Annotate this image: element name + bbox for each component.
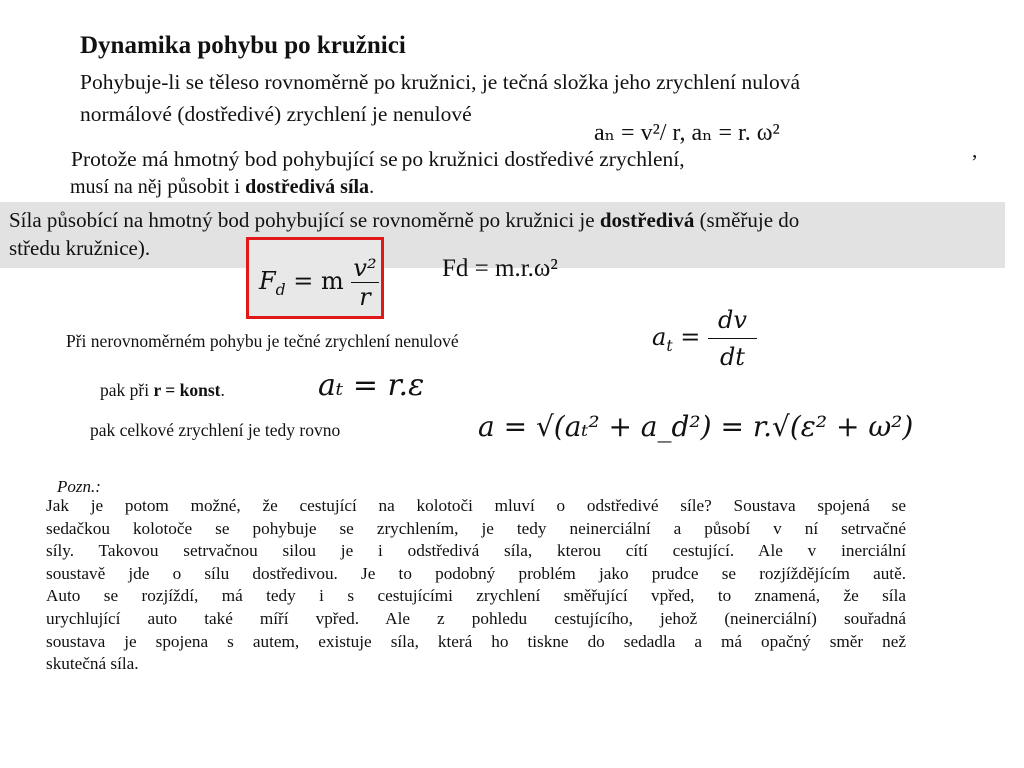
formula-normal-acceleration xyxy=(594,118,780,147)
point-mass-line-1 xyxy=(71,149,685,171)
fd-eq: = m xyxy=(293,267,344,295)
formula-an-text: aₙ = v²/ r, aₙ = r. ω² xyxy=(594,120,780,146)
note-line: soustava je spojena s autem, existuje síla, která ho tiskne do sedadla a má opačný směr než xyxy=(46,631,906,651)
r-const-end: . xyxy=(220,380,225,400)
band-line-1a: Síla působící na hmotný bod pohybující se rovnoměrně po kružnici je xyxy=(9,208,595,232)
point-mass-line-1a: Protože má hmotný bod pohybující se xyxy=(71,147,398,171)
note-line: síly. Takovou setrvačnou silou je i odstředivá síla, kterou cítí cestující. Ale v inerciální xyxy=(46,541,906,561)
note-line: sedačkou kolotoče se pohybuje se zrychlením, je tedy neinerciální a působí v ní setrvačné xyxy=(46,518,906,538)
band-line-1b: (směřuje do xyxy=(699,208,800,232)
page-title: Dynamika pohybu po kružnici xyxy=(80,32,406,59)
formula-box-centripetal-force xyxy=(246,237,384,319)
formula-fd-omega: Fd = m.r.ω² xyxy=(442,255,558,282)
note-line: skutečná síla. xyxy=(46,654,139,674)
stray-comma: , xyxy=(972,138,978,162)
intro-line-2: normálové (dostředivé) zrychlení je nenulové xyxy=(80,102,472,126)
point-mass-line-2 xyxy=(70,174,374,199)
point-mass-bold: dostředivá síla xyxy=(245,176,370,198)
formula-at-r-epsilon: aₜ = r.ε xyxy=(318,368,425,403)
note-line: Auto se rozjíždí, má tedy i s cestujícími zrychlení směřující vpřed, to znamená, že síla xyxy=(46,586,906,606)
band-bold: dostředivá xyxy=(599,208,695,232)
note-paragraph xyxy=(46,495,906,676)
dv-dt-fraction xyxy=(708,306,757,371)
note-label: Pozn.: xyxy=(57,477,101,496)
note-line: Jak je potom možné, že cestující na kolotoči mluví o odstředivé síle? Soustava spojená se xyxy=(46,496,906,515)
formula-tangential-derivative: $a_t$ = $\frac{dv}{dt}$ xyxy=(652,306,757,371)
intro-line-1: Pohybuje-li se těleso rovnoměrně po kružnici, je tečná složka jeho zrychlení nulová xyxy=(80,70,801,94)
point-mass-line-1b: po kružnici dostředivé zrychlení, xyxy=(401,147,685,171)
point-mass-period: . xyxy=(369,176,375,198)
total-acceleration-text: pak celkové zrychlení je tedy rovno xyxy=(90,420,341,440)
formula-total-acceleration: a = √(aₜ² + a_d²) = r.√(ε² + ω²) xyxy=(478,410,914,443)
point-mass-line-2b: působit i xyxy=(167,174,241,198)
fd-fraction xyxy=(351,254,378,311)
band-line-2: středu kružnice). xyxy=(9,236,151,260)
nonuniform-text: Při nerovnoměrném pohybu je tečné zrychlení nenulové xyxy=(66,331,459,351)
formula-fd-fraction xyxy=(259,254,379,311)
dv-numerator: dv xyxy=(708,306,757,339)
fd-sub: d xyxy=(275,280,286,299)
note-line: soustavě jde o sílu dostředivou. Je to podobný problém jako prudce se rozjíždějícím autě. xyxy=(46,563,906,583)
r-const-text xyxy=(100,382,225,400)
at-sub: t xyxy=(666,336,673,355)
r-const-a: pak při xyxy=(100,380,150,400)
fd-lhs: F xyxy=(259,267,276,295)
at-lhs: a xyxy=(652,323,667,351)
note-line: urychlující auto také míří vpřed. Ale z pohledu cestujícího, jehož (neinerciální) souřadná xyxy=(46,608,906,628)
fd-denominator: r xyxy=(359,283,371,311)
band-line-1 xyxy=(9,210,799,231)
dt-denominator: dt xyxy=(719,343,745,371)
r-const-bold: r = konst xyxy=(153,380,221,400)
point-mass-line-2a: musí na něj xyxy=(70,176,163,198)
fd-numerator: v² xyxy=(353,254,377,282)
